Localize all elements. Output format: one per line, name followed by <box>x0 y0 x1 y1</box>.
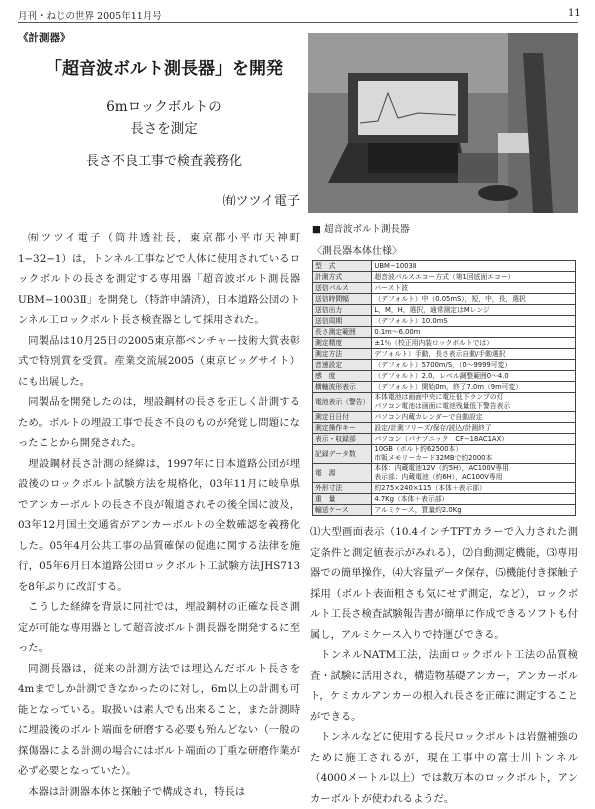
spec-row <box>313 338 576 349</box>
spec-value: パソコン内蔵カレンダーで自動設定 <box>372 412 576 423</box>
paragraph: 本器は計測器本体と探触子で構成され，特長は <box>28 785 246 798</box>
spec-key: 外形寸法 <box>313 483 372 494</box>
spec-value: パソコン（パナソニック CF−18AC1AX） <box>372 434 576 445</box>
spec-value: 0.1m〜6.00m <box>372 327 576 338</box>
spec-key: 電 源 <box>313 464 372 483</box>
header-rule <box>18 22 578 23</box>
paragraph: 同製品は10月25日の2005東京都ベンチャー技術大賞表彰式で特別賞を受賞。産業交流展2005（東京ビッグサイト）にも出展した。 <box>18 334 300 388</box>
spec-row <box>313 483 576 494</box>
spec-value: デフォルト）手動，長さ表示自動/手動選択 <box>372 349 576 360</box>
spec-key: 輸送ケース <box>313 505 372 516</box>
spec-value: （デフォルト）10.0mS <box>372 316 576 327</box>
spec-row <box>313 494 576 505</box>
article-subtitle <box>30 96 298 140</box>
spec-key: 表示・収録部 <box>313 434 372 445</box>
spec-value: バースト波 <box>372 283 576 294</box>
spec-row <box>313 360 576 371</box>
subtitle-line-2: 長さを測定 <box>130 121 198 137</box>
spec-key: 電池表示（警告） <box>313 393 372 412</box>
spec-key: 送信周期 <box>313 316 372 327</box>
spec-row <box>313 261 576 272</box>
spec-key: 送信出力 <box>313 305 372 316</box>
paragraph: 埋設鋼材長さ計測の経緯は，1997年に日本道路公団が埋設後のロックボルト試験方法を規格化，03年11月に岐阜県でアンカーボルトの長さ不良が報道されその後全国に波及，03年12月国土交通省がアンカーボルトの全数確認を義務化した。05年4月公共工事の品質確保の促進に関する法律を施行，05年6月日本道路公団ロックボルト工試験方法JHS713を8年ぶりに改訂する。 <box>18 457 300 593</box>
spec-row <box>313 382 576 393</box>
paragraph: 同製品を開発したのは，埋設鋼材の長さを正しく計測するため。ボルトの埋設工事で長さ不良のものが発覚し問題になったことから開発された。 <box>18 396 300 449</box>
product-photo <box>308 33 578 213</box>
spec-value: （デフォルト）開始0m，終了7.0m（9m可変） <box>372 382 576 393</box>
spec-key: 測定精度 <box>313 338 372 349</box>
spec-value: （デフォルト）中（0.05mS），短，中，長，選択 <box>372 294 576 305</box>
spec-value: L，M，H，選択，通常測定はMレンジ <box>372 305 576 316</box>
spec-row <box>313 434 576 445</box>
spec-table <box>312 260 576 516</box>
paragraph: こうした経緯を背景に同社では，埋設鋼材の正確な長さ測定が可能な専用器として超音波ボルト測長器を開発するに至った。 <box>18 601 300 654</box>
body-left-column <box>18 228 300 802</box>
paragraph: ㈲ツツイ電子（筒井透社長，東京都小平市天神町1−32−1）は，トンネル工事などで人体に使用されているロックボルトの長さを測定する専用器「超音波ボルト測長器UBM−1003Ⅱ」を開発し（特許申請済），日本道路公団のトンネル工ロックボルト長さ検査器として採用された。 <box>18 232 300 326</box>
spec-key: 感 度 <box>313 371 372 382</box>
paragraph: トンネルNATM工法，法面ロックボルト工法の品質検査・試験に活用され，構造物基礎アンカー，アンカーボルト，ケミカルアンカーの根入れ長さを正確に測定することができる。 <box>310 649 578 723</box>
spec-key: 送信パルス <box>313 283 372 294</box>
spec-key: 計測方式 <box>313 272 372 283</box>
spec-value: 設定/計測フリーズ/保存/読込/計測終了 <box>372 423 576 434</box>
spec-row <box>313 423 576 434</box>
spec-key: 音速設定 <box>313 360 372 371</box>
spec-row <box>313 371 576 382</box>
spec-value: 4.7Kg（本体＋表示部） <box>372 494 576 505</box>
article-subheading: 長さ不良工事で検査義務化 <box>85 154 242 169</box>
body-right-column <box>310 522 578 809</box>
spec-value: 10GB（ボルト約62500本） 市販メモリーカード32MBで約2000本 <box>372 445 576 464</box>
spec-row <box>313 393 576 412</box>
article-title: 「超音波ボルト測長器」を開発 <box>45 59 283 79</box>
spec-key: 長さ測定範囲 <box>313 327 372 338</box>
spec-row <box>313 349 576 360</box>
spec-row <box>313 283 576 294</box>
spec-key: 測定方法 <box>313 349 372 360</box>
paragraph: トンネルなどに使用する長尺ロックボルトは岩盤補強のために施工されるが，現在工事中の富士川トンネル（4000メートル以上）では数万本のロックボルト，アンカーボルトが使われるようだ。 <box>310 731 578 805</box>
spec-row <box>313 412 576 423</box>
spec-value: 本体電池は画面中央に電圧低下ランプの灯 パソコン電池は画面に電池残量低下警告表示 <box>372 393 576 412</box>
spec-row <box>313 294 576 305</box>
spec-key: 記録データ数 <box>313 445 372 464</box>
spec-key: 送信時間幅 <box>313 294 372 305</box>
paragraph: 同測長器は，従来の計測方法では埋込んだボルト長さを4mまでしか計測できなかったのに対し，6m以上の計測も可能となっている。取扱いは素人でも出来ること，また計測時に埋設後のボルト端面を研磨する必要も殆んどない（一般の探傷器による計測の場合にはボルト端面の丁重な研磨作業が必ず必要となっていた）。 <box>18 662 300 777</box>
spec-key: 重 量 <box>313 494 372 505</box>
spec-heading: 〈測長器本体仕様〉 <box>312 246 402 257</box>
spec-key: 横軸波形表示 <box>313 382 372 393</box>
spec-value: UBM−1003Ⅱ <box>372 261 576 272</box>
paragraph: ⑴大型画面表示（10.4インチTFTカラーで入力された測定条件と測定値表示がみれる），⑵自動測定機能，⑶専用器での簡単操作，⑷大容量データ保存，⑸機能付き探触子採用（ボルト表面粗さも気にせず測定，など），ロックボルト工長さ検査試験報告書が簡単に作成できるソフトも付属し，アルミケース入りで持運びできる。 <box>310 526 578 641</box>
page-number: 11 <box>568 8 581 19</box>
spec-value: 約275×240×115（本体＋表示部） <box>372 483 576 494</box>
spec-row <box>313 327 576 338</box>
photo-caption: ■ 超音波ボルト測長器 <box>312 224 410 235</box>
spec-value: （デフォルト）2.0，レベル調整範囲0〜4.0 <box>372 371 576 382</box>
spec-row <box>313 316 576 327</box>
spec-row <box>313 305 576 316</box>
spec-key: 測定操作キー <box>313 423 372 434</box>
journal-header: 月刊・ねじの世界 2005年11月号 <box>18 11 162 22</box>
spec-value: ±1％（校正用内装ロックボルトでは） <box>372 338 576 349</box>
spec-value: （デフォルト）5700m/S，（0〜9999可変） <box>372 360 576 371</box>
spec-key: 型 式 <box>313 261 372 272</box>
spec-row <box>313 464 576 483</box>
spec-row <box>313 445 576 464</box>
company-name: ㈲ツツイ電子 <box>222 194 300 209</box>
spec-value: 本体：内蔵電池12V（約5H），AC100V専用 表示部：内蔵電池（約6H），AC100V専用 <box>372 464 576 483</box>
spec-row <box>313 505 576 516</box>
section-tag: 《計測器》 <box>18 32 71 44</box>
subtitle-line-1: 6mロックボルトの <box>106 99 222 115</box>
spec-key: 測定日日付 <box>313 412 372 423</box>
spec-row <box>313 272 576 283</box>
spec-value: アルミケース，質量約2.0Kg <box>372 505 576 516</box>
spec-value: 超音波パルスエコー方式（第1回底面エコー） <box>372 272 576 283</box>
